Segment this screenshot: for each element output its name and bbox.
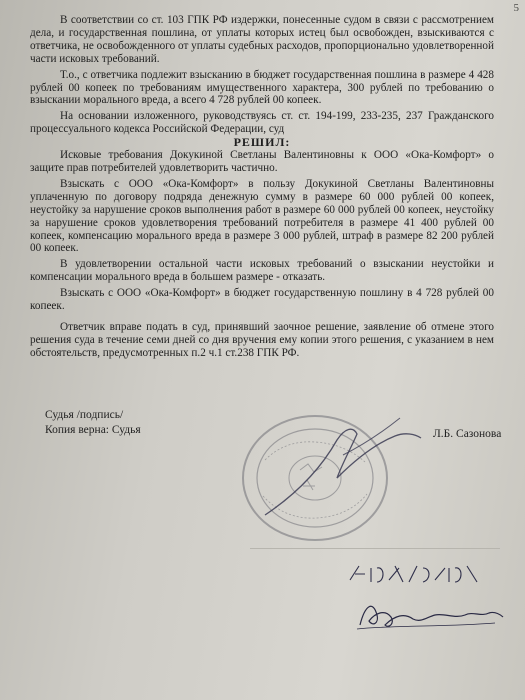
handwritten-date-mark	[345, 560, 485, 588]
document-body	[30, 14, 494, 360]
handwritten-signature	[355, 595, 505, 635]
judge-signature-line: Судья /подпись/	[45, 409, 124, 421]
judge-name: Л.Б. Сазонова	[433, 428, 502, 440]
signature-block	[45, 408, 141, 438]
court-seal-stamp	[225, 400, 425, 550]
paragraph-recover-amounts: Взыскать с ООО «Ока-Комфорт» в пользу Докукиной Светланы Валентиновны уплаченную по договору подряда денежную сумму в размере 60 000 рублей 00 копеек, неустойку за нарушение сроков выполнения работ в размере 60 000 рублей 00 копеек, неустойку за нарушение сроков удовлетворения требований потребителя в размере 41 400 рублей 00 копеек, компенсацию морального вреда в размере 3 000 рублей, штраф в размере 82 200 рублей 00 копеек.	[30, 177, 494, 255]
decision-heading: РЕШИЛ:	[233, 135, 291, 150]
paragraph-refuse-rest: В удовлетворении остальной части исковых требований о взыскании неустойки и компенсации морального вреда в большем размере - отказать.	[30, 258, 494, 284]
paragraph-costs: В соответствии со ст. 103 ГПК РФ издержки, понесенные судом в связи с рассмотрением дела, и государственная пошлина, от уплаты которых истец был освобожден, взыскиваются с ответчика, не освобожденного от уплаты судебных расходов, пропорционально удовлетворенной части исковых требований.	[30, 14, 494, 65]
paragraph-claims-granted: Исковые требования Докукиной Светланы Валентиновны к ООО «Ока-Комфорт» о защите прав потребителей удовлетворить частично.	[30, 149, 494, 174]
page-number: 5	[513, 2, 519, 14]
copy-certified-line: Копия верна: Судья	[45, 424, 141, 436]
paragraph-grounds: На основании изложенного, руководствуясь ст. ст. 194-199, 233-235, 237 Гражданского процессуального кодекса Российской Федерации, суд	[30, 110, 494, 136]
divider-line	[250, 548, 500, 549]
paragraph-appeal-right: Ответчик вправе подать в суд, принявший заочное решение, заявление об отмене этого решения суда в течение семи дней со дня вручения ему копии этого решения, с указанием в нем обстоятельств, предусмотренных п.2 ч.1 ст.238 ГПК РФ.	[30, 320, 494, 359]
paragraph-duty: Т.о., с ответчика подлежит взысканию в бюджет государственная пошлина в размере 4 428 рублей 00 копеек по требованиям имущественного характера, 300 рублей по требованию о взыскании морального вреда, а всего 4 728 рублей 00 копеек.	[30, 68, 494, 107]
paragraph-state-duty: Взыскать с ООО «Ока-Комфорт» в бюджет государственную пошлину в 4 728 рублей 00 копеек.	[30, 287, 494, 313]
